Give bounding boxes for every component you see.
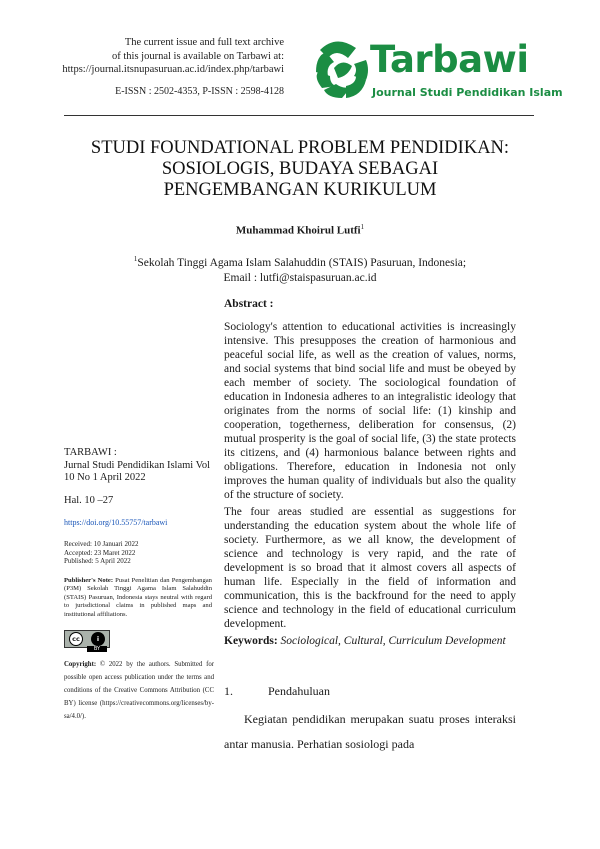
intro-paragraph: Kegiatan pendidikan merupakan suatu proses interaksi antar manusia. Perhatian sosiologi pada bbox=[224, 712, 516, 751]
author-name bbox=[40, 223, 560, 237]
published-date: Published: 5 April 2022 bbox=[64, 557, 131, 565]
archive-url: https://journal.itsnupasuruan.ac.id/index.php/tarbawi bbox=[62, 64, 284, 75]
affiliation-superscript: 1 bbox=[133, 255, 138, 263]
received-date: Received: 10 Januari 2022 bbox=[64, 540, 139, 548]
keywords-value: Sociological, Cultural, Curriculum Development bbox=[280, 635, 506, 647]
abstract-paragraph-2: The four areas studied are essential as suggestions for understanding the education system about the whole life of society. Furthermore, as we all know, the development of science and technology is very rapid, and the rate of development is so broad that it almost covers all aspects of human life. Especially in the field of information and communication, this is the backfround for the need to apply science and technology in the field of educational curriculum development. bbox=[224, 506, 516, 630]
keywords-line bbox=[224, 635, 506, 647]
journal-fullname: Jurnal Studi Pendidikan Islami Vol bbox=[64, 459, 211, 471]
section-number: 1. bbox=[224, 684, 233, 698]
keywords-label: Keywords: bbox=[224, 635, 278, 647]
archive-info bbox=[60, 36, 284, 77]
section-title: Pendahuluan bbox=[268, 684, 330, 698]
copyright-notice bbox=[64, 658, 214, 723]
doi-link[interactable]: https://doi.org/10.55757/tarbawi bbox=[64, 518, 168, 527]
logo-wordmark: Tarbawi bbox=[370, 38, 529, 81]
archive-line-1: The current issue and full text archive bbox=[124, 37, 284, 48]
attribution-person-icon: i bbox=[91, 632, 105, 646]
email-line: Email : lutfi@staispasuruan.ac.id bbox=[223, 271, 377, 284]
journal-info bbox=[64, 447, 212, 485]
abstract-heading: Abstract : bbox=[224, 298, 274, 310]
cc-icon: cc bbox=[69, 632, 83, 646]
title-line-1: STUDI FOUNDATIONAL PROBLEM PENDIDIKAN: bbox=[90, 138, 510, 158]
article-title bbox=[40, 138, 560, 201]
publisher-note-text: Pusat Penelitian dan Pengembangan (P3M) Sekolah Tinggi Agama Islam Salahuddin (STAIS) Pasuruan, Indonesia stays neutral with regard to jurisdictional claims in published maps and institutional affiliations. bbox=[64, 577, 212, 618]
title-line-3: PENGEMBANGAN KURIKULUM bbox=[163, 180, 437, 200]
cc-by-label: BY bbox=[87, 646, 107, 652]
title-line-2: SOSIOLOGIS, BUDAYA SEBAGAI bbox=[161, 159, 439, 179]
issn-line: E-ISSN : 2502-4353, P-ISSN : 2598-4128 bbox=[115, 86, 284, 97]
copyright-label: Copyright: bbox=[64, 661, 97, 668]
affiliation-text: Sekolah Tinggi Agama Islam Salahuddin (STAIS) Pasuruan, Indonesia; bbox=[137, 256, 467, 269]
publisher-note bbox=[64, 577, 212, 619]
article-dates bbox=[64, 540, 212, 566]
author-text: Muhammad Khoirul Lutfi bbox=[235, 224, 361, 237]
journal-name: TARBAWI : bbox=[64, 447, 117, 458]
author-superscript: 1 bbox=[360, 223, 365, 231]
logo-subtitle: Journal Studi Pendidikan Islam bbox=[372, 86, 563, 99]
archive-line-2: of this journal is available on Tarbawi at: bbox=[112, 50, 284, 62]
header-divider bbox=[64, 115, 534, 116]
page-range: Hal. 10 –27 bbox=[64, 495, 114, 506]
affiliation-line bbox=[40, 252, 560, 271]
accepted-date: Accepted: 23 Maret 2022 bbox=[64, 548, 136, 557]
journal-volume: 10 No 1 April 2022 bbox=[64, 472, 146, 483]
affiliation-block bbox=[40, 252, 560, 286]
abstract-paragraph-1: Sociology's attention to educational activities is increasingly intensive. This presupposes the creation of harmonious and peaceful social life, as well as the creation of values, norms, and social systems that bind social life and must be obeyed by each member of society. The sociological foundation of education in Indonesia adheres to an integralistic ideology that originates from the norms of social life: (1) kinship and cooperation, togetherness, deliberation for consensus, (2) mutual prosperity is the goal of social life, (3) the state protects its citizens, and (4) harmonious balance between rights and obligations. Therefore, education in Indonesia not only improves the human quality of individuals but also the quality of the structure of society. bbox=[224, 321, 516, 501]
publisher-note-label: Publisher's Note: bbox=[64, 577, 114, 584]
copyright-text: © 2022 by the authors. Submitted for possible open access publication under the terms and conditions of the Creative Commons Attribution (CC BY) license (https://creativecommons.org/licenses/by-sa/4.0/). bbox=[64, 661, 214, 720]
